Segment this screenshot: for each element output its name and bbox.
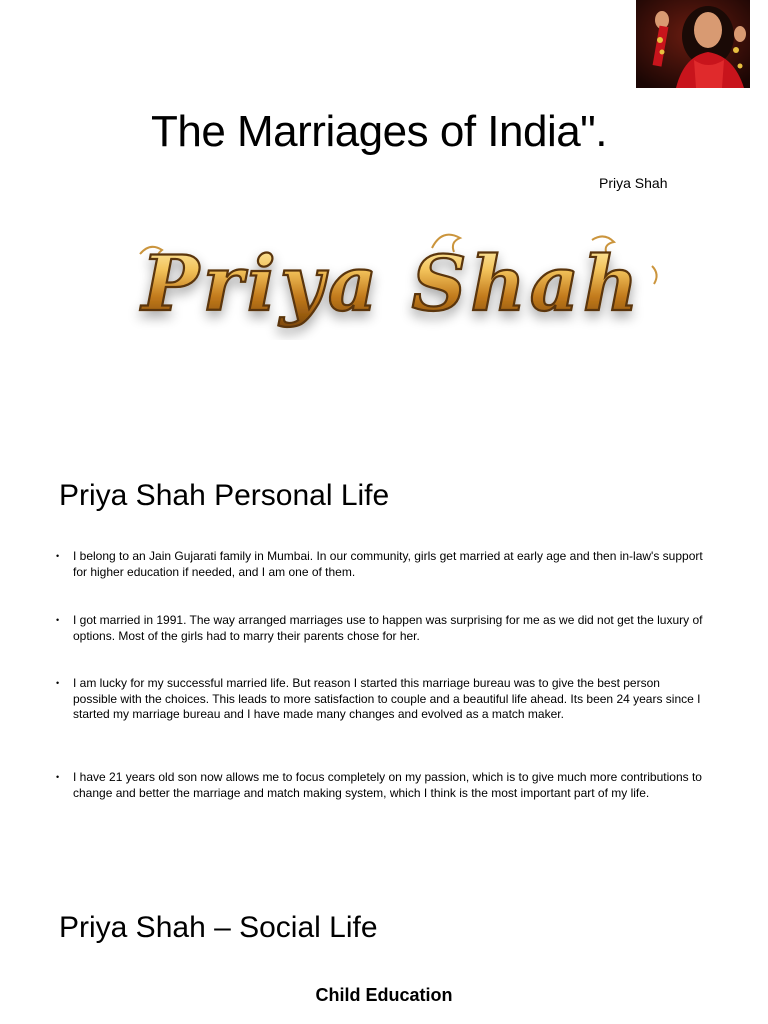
author-name: Priya Shah (599, 175, 668, 191)
bullet-icon: • (56, 772, 60, 782)
list-item (56, 770, 706, 801)
list-item-text: I got married in 1991. The way arranged marriages use to happen was surprising for me as we did not get the luxury of options. Most of the girls had to marry their parents chose for her. (73, 613, 703, 643)
bullet-icon: • (56, 615, 60, 625)
list-item-text: I have 21 years old son now allows me to focus completely on my passion, which is to give much more contributions to change and better the marriage and match making system, which I think is the most important part of my life. (73, 770, 702, 800)
list-item-text: I belong to an Jain Gujarati family in Mumbai. In our community, girls get married at early age and then in-law's support for higher education if needed, and I am one of them. (73, 549, 703, 579)
priya-shah-logo (112, 226, 672, 340)
logo-text: Priya Shah (141, 239, 643, 328)
page-title (0, 104, 768, 160)
social-life-heading: Priya Shah – Social Life (59, 911, 378, 944)
author-photo (636, 0, 750, 88)
list-item (56, 549, 706, 580)
list-item-text: I am lucky for my successful married life. But reason I started this marriage bureau was to give the best person possible with the choices. This leads to more satisfaction to couple and a beautiful life ahead. Its been 24 years since I started my marriage bureau and I have made many changes and evolved as a match maker. (73, 676, 701, 721)
bullet-icon: • (56, 551, 60, 561)
list-item (56, 613, 706, 644)
child-education-heading: Child Education (315, 985, 453, 1005)
list-item (56, 676, 706, 723)
personal-life-heading: Priya Shah Personal Life (59, 479, 390, 512)
page-title-text: The Marriages of India". (150, 107, 608, 156)
bullet-icon: • (56, 678, 60, 688)
